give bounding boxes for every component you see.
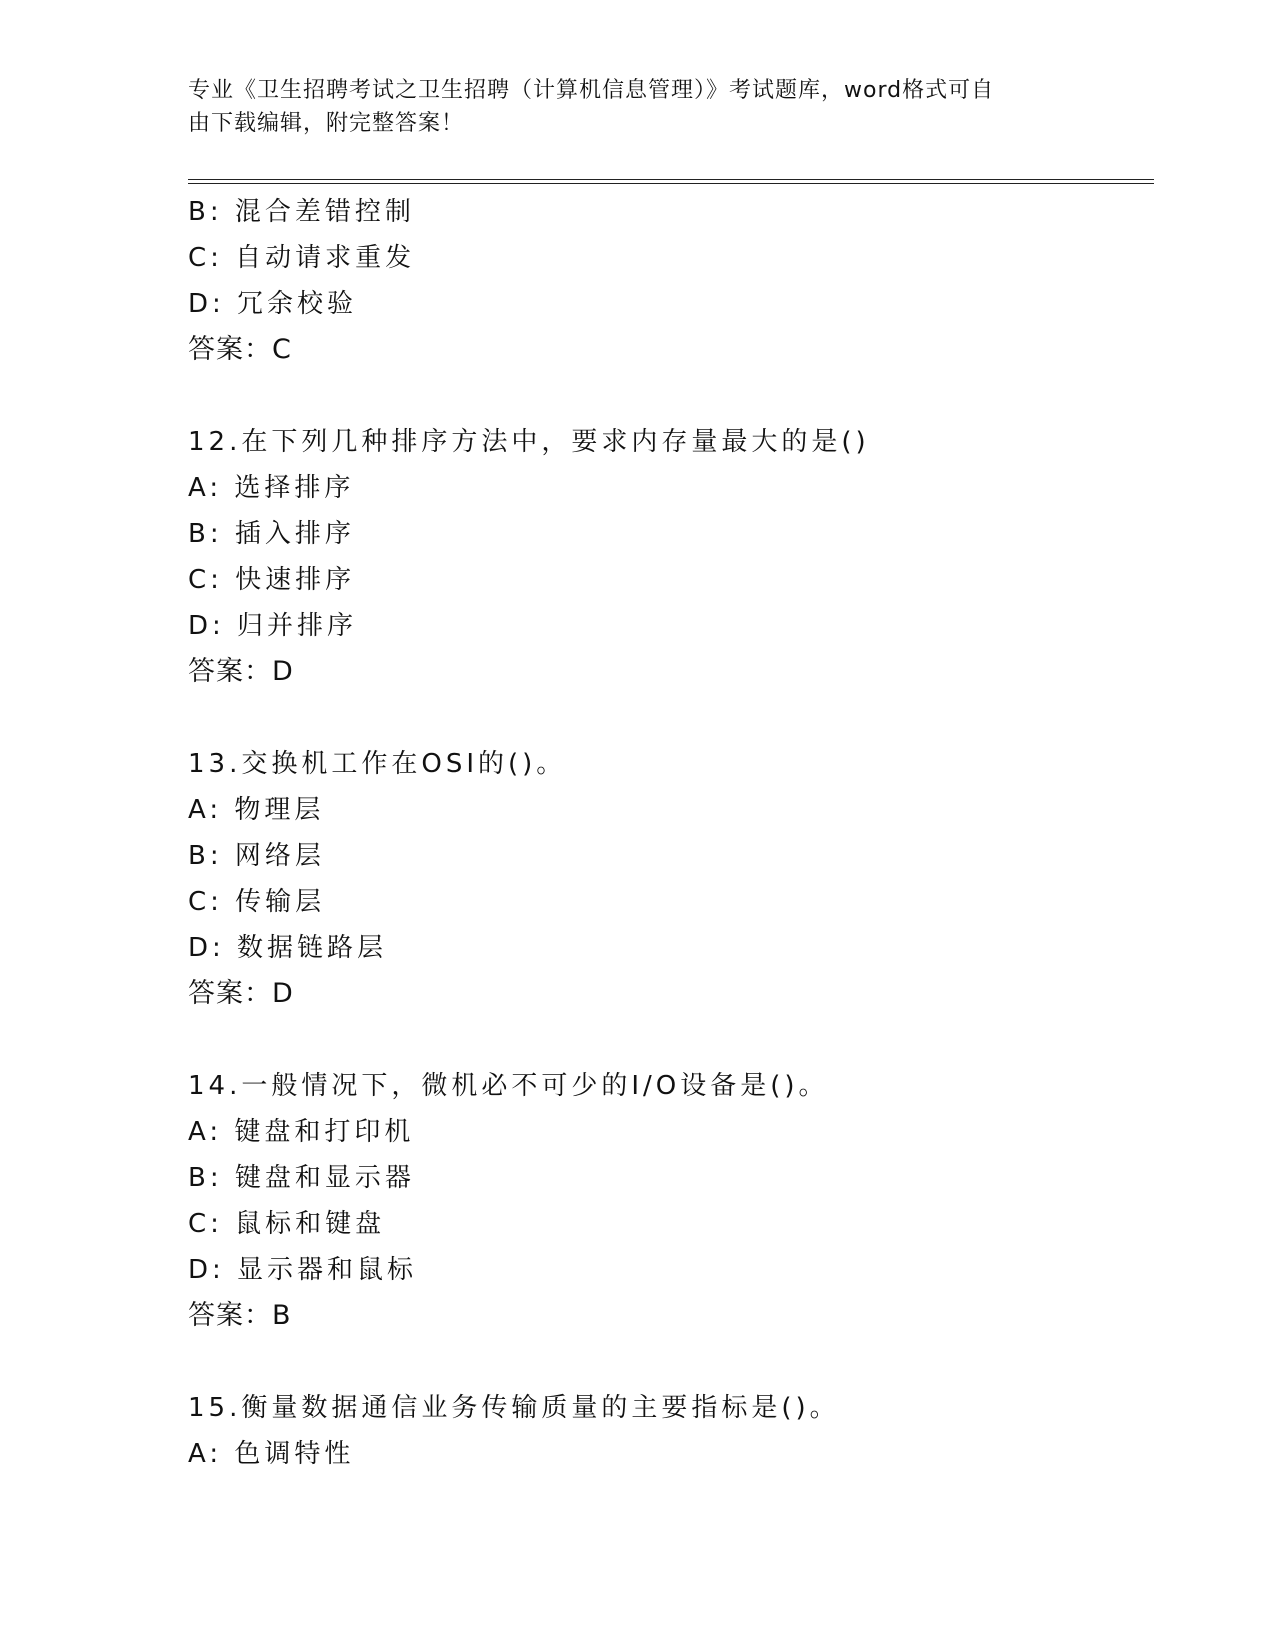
header-divider-bottom — [188, 183, 1154, 184]
option-b: B: 插入排序 — [188, 519, 355, 549]
option-c: C: 快速排序 — [188, 565, 356, 595]
option-b: B: 混合差错控制 — [188, 197, 415, 227]
option-a: A: 选择排序 — [188, 473, 355, 503]
option-c: C: 传输层 — [188, 887, 326, 917]
question-14 — [188, 1063, 1154, 1339]
option-d: D: 数据链路层 — [188, 933, 388, 963]
header-divider-top — [188, 179, 1154, 180]
answer-line: 答案：D — [188, 656, 294, 687]
answer-line: 答案：D — [188, 978, 294, 1009]
option-a: A: 物理层 — [188, 795, 325, 825]
document-header — [188, 74, 1088, 140]
header-line-1: 专业《卫生招聘考试之卫生招聘（计算机信息管理）》考试题库，word格式可自 — [188, 78, 995, 103]
question-stem: 13.交换机工作在OSI的()。 — [188, 749, 567, 779]
question-15 — [188, 1385, 1154, 1477]
question-stem: 12.在下列几种排序方法中，要求内存量最大的是() — [188, 427, 870, 457]
answer-line: 答案：B — [188, 1300, 292, 1331]
option-c: C: 自动请求重发 — [188, 243, 416, 273]
header-line-2: 由下载编辑，附完整答案！ — [188, 111, 465, 136]
option-a: A: 色调特性 — [188, 1439, 355, 1469]
option-d: D: 冗余校验 — [188, 289, 358, 319]
question-12 — [188, 419, 1154, 695]
question-list — [188, 189, 1154, 1477]
option-b: B: 网络层 — [188, 841, 325, 871]
question-11-partial — [188, 189, 1154, 373]
question-13 — [188, 741, 1154, 1017]
option-a: A: 键盘和打印机 — [188, 1117, 415, 1147]
option-d: D: 显示器和鼠标 — [188, 1255, 418, 1285]
question-stem: 14.一般情况下，微机必不可少的I/O设备是()。 — [188, 1071, 829, 1101]
option-b: B: 键盘和显示器 — [188, 1163, 415, 1193]
option-c: C: 鼠标和键盘 — [188, 1209, 386, 1239]
option-d: D: 归并排序 — [188, 611, 358, 641]
question-stem: 15.衡量数据通信业务传输质量的主要指标是()。 — [188, 1393, 840, 1423]
answer-line: 答案：C — [188, 334, 292, 365]
